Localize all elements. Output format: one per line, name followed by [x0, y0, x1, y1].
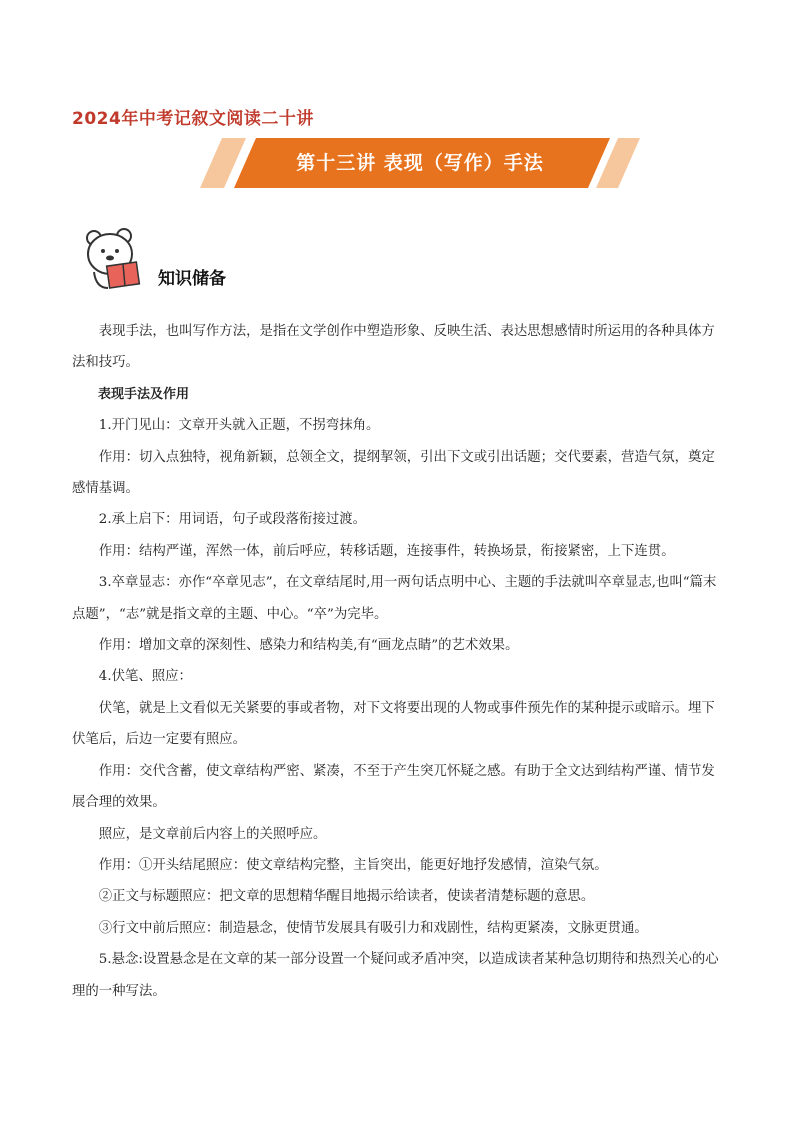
main-content [72, 316, 726, 1007]
series-title: 2024年中考记叙文阅读二十讲 [72, 109, 314, 129]
paragraph: 作用：切入点独特，视角新颖，总领全文，提纲挈领，引出下文或引出话题；交代要素，营造气氛，奠定感情基调。 [72, 449, 715, 497]
paragraph: 伏笔，就是上文看似无关紧要的事或者物，对下文将要出现的人物或事件预先作的某种提示或暗示。埋下伏笔后，后边一定要有照应。 [72, 700, 715, 748]
lecture-banner [200, 138, 640, 188]
paragraph: ③行文中前后照应：制造悬念，使情节发展具有吸引力和戏剧性，结构更紧凑，文脉更贯通。 [98, 920, 648, 936]
section-heading: 知识储备 [158, 269, 226, 289]
paragraph: 表现手法，也叫写作方法，是指在文学创作中塑造形象、反映生活、表达思想感情时所运用的各种具体方法和技巧。 [72, 324, 715, 371]
paragraph: 2.承上启下：用词语，句子或段落衔接过渡。 [98, 512, 366, 528]
paragraph: 作用：交代含蓄，使文章结构严密、紧凑，不至于产生突兀怀疑之感。有助于全文达到结构严谨、情节发展合理的效果。 [72, 763, 715, 811]
paragraph: 照应，是文章前后内容上的关照呼应。 [98, 826, 327, 842]
paragraph: 作用：①开头结尾照应：使文章结构完整，主旨突出，能更好地抒发感情，渲染气氛。 [98, 857, 608, 873]
lecture-title: 第十三讲 表现（写作）手法 [296, 152, 544, 174]
paragraph: 作用：结构严谨，浑然一体，前后呼应，转移话题，连接事件，转换场景，衔接紧密，上下连贯。 [98, 543, 675, 559]
subheading: 表现手法及作用 [98, 386, 190, 402]
paragraph: ②正文与标题照应：把文章的思想精华醒目地揭示给读者，使读者清楚标题的意思。 [98, 889, 595, 905]
paragraph: 1.开门见山：文章开头就入正题，不拐弯抹角。 [98, 418, 380, 434]
paragraph: 作用：增加文章的深刻性、感染力和结构美,有“画龙点睛”的艺术效果。 [98, 638, 519, 654]
bear-reading-book-icon [84, 226, 150, 292]
paragraph: 3.卒章显志：亦作“卒章见志”，在文章结尾时,用一两句话点明中心、主题的手法就叫卒章显志,也叫“篇末点题”，“志”就是指文章的主题、中心。“卒”为完毕。 [72, 575, 717, 622]
paragraph: 4.伏笔、照应： [98, 669, 192, 685]
paragraph: 5.悬念:设置悬念是在文章的某一部分设置一个疑问或矛盾冲突，以造成读者某种急切期待和热烈关心的心理的一种写法。 [72, 952, 719, 999]
